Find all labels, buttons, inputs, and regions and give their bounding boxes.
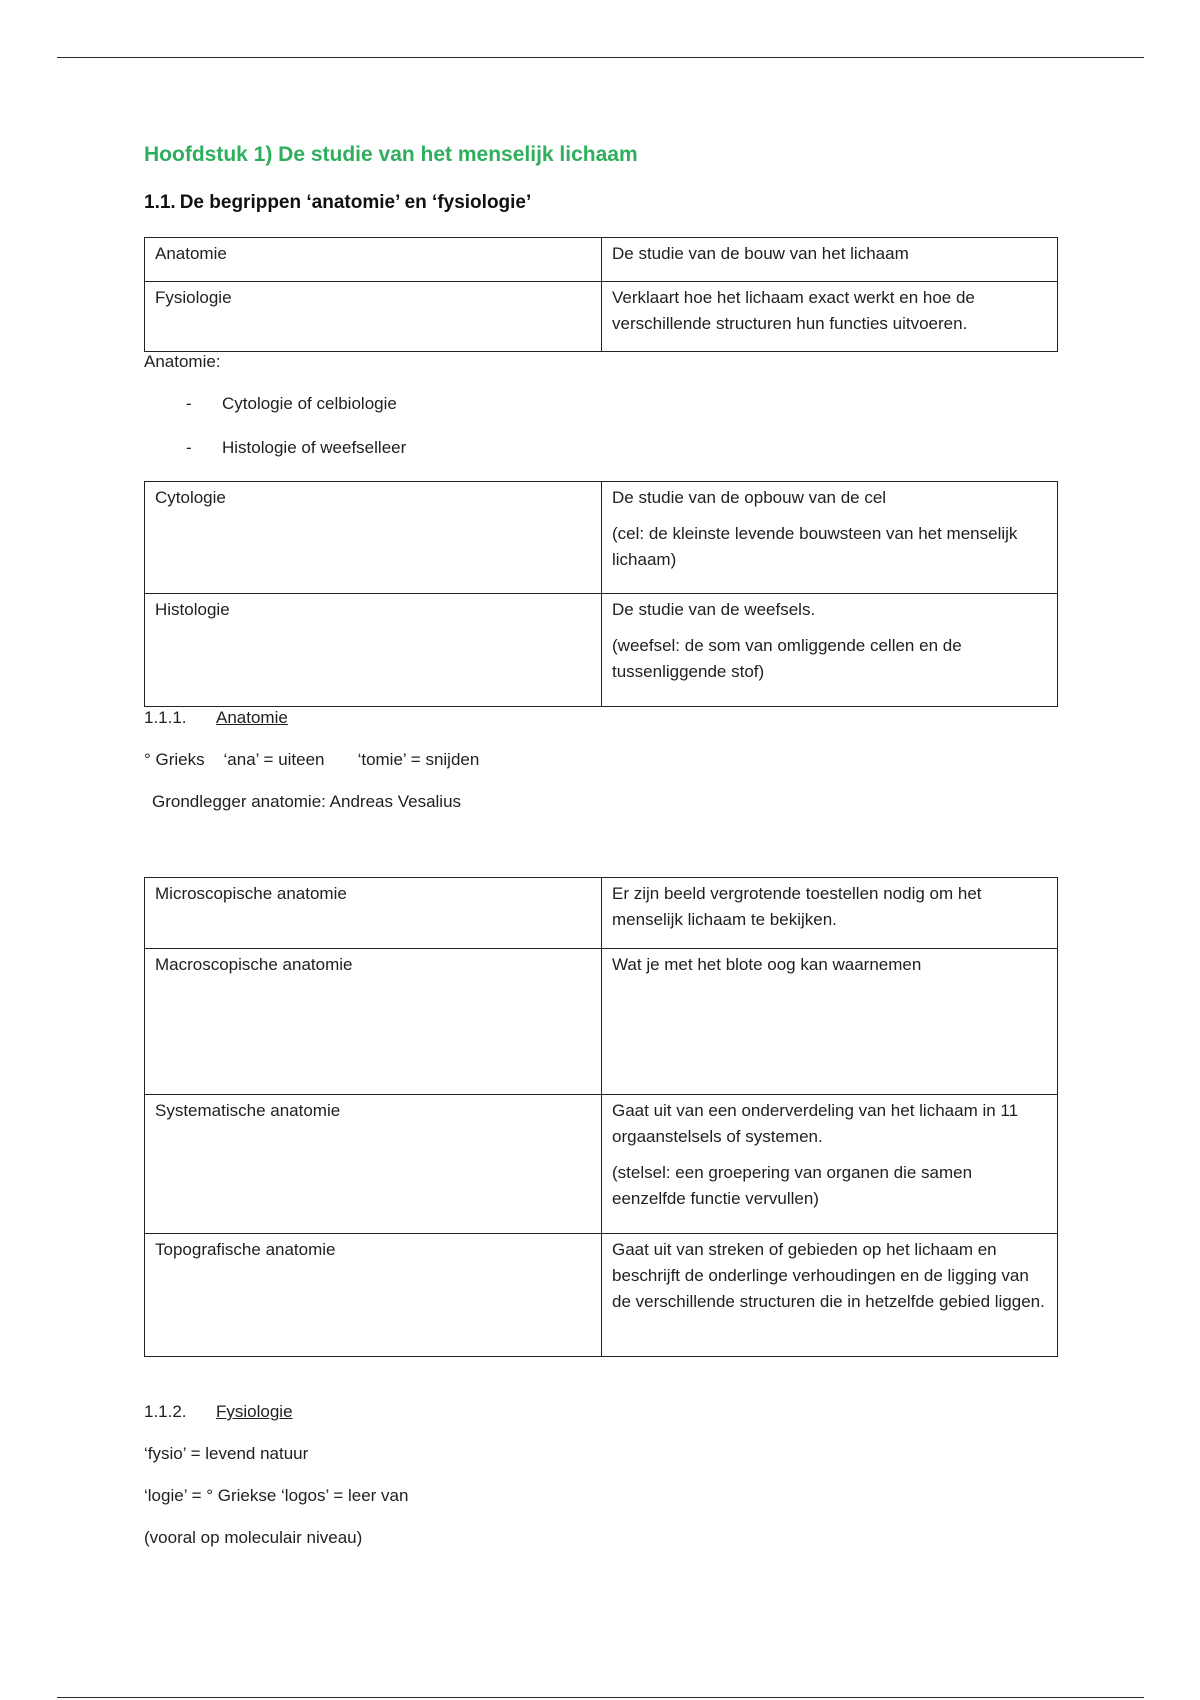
definition-table-anatomie-fysiologie: [144, 237, 1058, 352]
section-title: [144, 192, 531, 214]
table-term: Cytologie: [145, 482, 602, 594]
desc-paragraph: Gaat uit van streken of gebieden op het lichaam en beschrijft de onderlinge verhoudingen en de ligging van de verschillende structuren die in hetzelfde gebied liggen.: [612, 1240, 1045, 1311]
list-dash: -: [186, 438, 192, 457]
table-description: [602, 482, 1058, 594]
subsection-title: Anatomie: [216, 708, 288, 727]
table-row: [145, 1234, 1058, 1357]
table-term: Histologie: [145, 594, 602, 707]
etymology-line: ° Grieks ‘ana’ = uiteen ‘tomie’ = snijden: [144, 750, 480, 769]
table-term: Fysiologie: [145, 282, 602, 352]
list-dash: -: [186, 394, 192, 413]
table-row: [145, 282, 1058, 352]
table-term: Systematische anatomie: [145, 1095, 602, 1234]
list-item-text: Histologie of weefselleer: [222, 438, 407, 457]
table-description: [602, 878, 1058, 949]
subsection-title: Fysiologie: [216, 1402, 293, 1421]
table-row: [145, 949, 1058, 1095]
fysio-line: (vooral op moleculair niveau): [144, 1528, 363, 1547]
definition-table-anatomie-types: [144, 877, 1058, 1357]
table-term: Microscopische anatomie: [145, 878, 602, 949]
chapter-title: Hoofdstuk 1) De studie van het menselijk lichaam: [144, 143, 638, 166]
founder-line: Grondlegger anatomie: Andreas Vesalius: [152, 792, 462, 811]
desc-paragraph: De studie van de bouw van het lichaam: [612, 244, 909, 263]
definition-table-cytologie-histologie: [144, 481, 1058, 707]
table-row: [145, 1095, 1058, 1234]
desc-paragraph: Verklaart hoe het lichaam exact werkt en hoe de verschillende structuren hun functies uitvoeren.: [612, 288, 975, 333]
table-description: [602, 594, 1058, 707]
subsection-number: 1.1.1.: [144, 708, 187, 727]
desc-paragraph: Wat je met het blote oog kan waarnemen: [612, 955, 922, 974]
table-description: [602, 1095, 1058, 1234]
table-row: [145, 238, 1058, 282]
desc-paragraph: Gaat uit van een onderverdeling van het lichaam in 11 orgaanstelsels of systemen.: [612, 1101, 1019, 1146]
header-rule: [57, 57, 1144, 58]
footer-rule: [57, 1697, 1144, 1698]
table-description: [602, 949, 1058, 1095]
anatomie-label: Anatomie:: [144, 352, 221, 371]
desc-paragraph: (cel: de kleinste levende bouwsteen van het menselijk lichaam): [612, 524, 1018, 569]
table-description: [602, 238, 1058, 282]
desc-paragraph: De studie van de opbouw van de cel: [612, 488, 887, 507]
table-term: Macroscopische anatomie: [145, 949, 602, 1095]
table-term: Anatomie: [145, 238, 602, 282]
table-row: [145, 878, 1058, 949]
list-item: [186, 394, 397, 414]
table-term: Topografische anatomie: [145, 1234, 602, 1357]
desc-paragraph: De studie van de weefsels.: [612, 600, 816, 619]
subsection-heading-anatomie: [144, 708, 288, 728]
section-number: 1.1.: [144, 192, 176, 213]
desc-paragraph: Er zijn beeld vergrotende toestellen nodig om het menselijk lichaam te bekijken.: [612, 884, 982, 929]
fysio-line: ‘fysio’ = levend natuur: [144, 1444, 309, 1463]
subsection-heading-fysiologie: [144, 1402, 293, 1422]
table-description: [602, 282, 1058, 352]
table-description: [602, 1234, 1058, 1357]
fysio-line: ‘logie’ = ° Griekse ‘logos’ = leer van: [144, 1486, 409, 1505]
subsection-number: 1.1.2.: [144, 1402, 187, 1421]
table-row: [145, 594, 1058, 707]
list-item: [186, 438, 406, 458]
desc-paragraph: (stelsel: een groepering van organen die samen eenzelfde functie vervullen): [612, 1163, 973, 1208]
desc-paragraph: (weefsel: de som van omliggende cellen en de tussenliggende stof): [612, 636, 962, 681]
table-row: [145, 482, 1058, 594]
list-item-text: Cytologie of celbiologie: [222, 394, 397, 413]
section-title-text: De begrippen ‘anatomie’ en ‘fysiologie’: [179, 192, 532, 213]
